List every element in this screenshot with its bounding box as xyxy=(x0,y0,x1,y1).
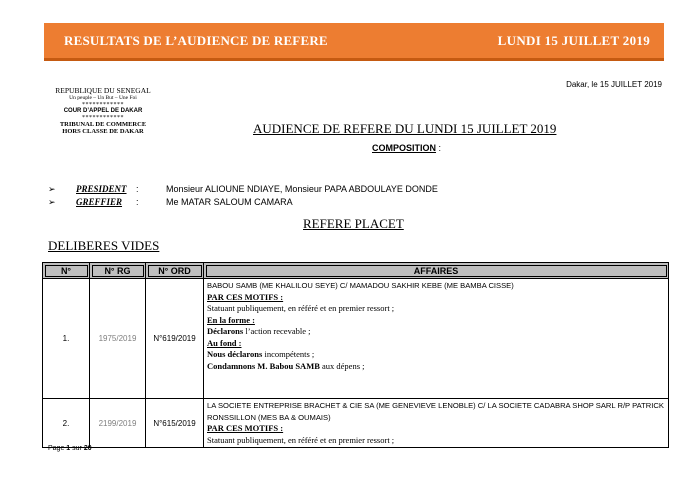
banner-title: RESULTATS DE L’AUDIENCE DE REFERE xyxy=(64,33,328,48)
separator-stars: ************ xyxy=(82,114,124,121)
nous-line xyxy=(207,349,665,361)
row-ord: N°619/2019 xyxy=(146,279,204,399)
forme-heading: En la forme : xyxy=(207,314,255,325)
member-colon: : xyxy=(136,184,139,194)
row-num: 1. xyxy=(43,279,90,399)
case-parties: BABOU SAMB (ME KHALILOU SEYE) C/ MAMADOU SAKHIR KEBE (ME BAMBA CISSE) xyxy=(207,281,514,290)
deliberes-table xyxy=(42,262,669,448)
tribunal-line-2: HORS CLASSE DE DAKAR xyxy=(62,127,144,135)
nous-bold: Nous déclarons xyxy=(207,349,263,359)
subsection-title: DELIBERES VIDES xyxy=(48,238,160,253)
section-title: REFERE PLACET xyxy=(303,216,404,231)
footer-sur: sur xyxy=(70,445,84,452)
arrow-bullet-icon: ➢ xyxy=(48,197,56,207)
banner-date: LUNDI 15 JUILLET 2019 xyxy=(497,33,650,48)
row-num: 2. xyxy=(43,399,90,448)
footer-current-page: 1 xyxy=(66,445,71,452)
header-num: N° xyxy=(43,263,90,279)
page-footer xyxy=(48,445,92,452)
separator-stars: ************ xyxy=(82,101,124,108)
footer-total-pages: 20 xyxy=(83,445,92,452)
declarons-text: l’action recevable ; xyxy=(243,326,311,336)
member-colon: : xyxy=(136,197,139,207)
tribunal-line-1: TRIBUNAL DE COMMERCE xyxy=(59,120,147,128)
header-ord: N° ORD xyxy=(146,263,204,279)
declarons-line xyxy=(207,326,665,338)
row-affaires xyxy=(204,279,669,399)
table-header-row xyxy=(43,263,669,279)
case-parties: LA SOCIETE ENTREPRISE BRACHET & CIE SA (ME GENEVIEVE LENOBLE) C/ LA SOCIETE CADABRA SHOP SARL R/P PATRICK RONSSILLON (MES BA & OUMAIS) xyxy=(207,401,664,422)
condamnons-text: aux dépens ; xyxy=(319,360,365,371)
statuant-text: Statuant publiquement, en référé et en premier ressort ; xyxy=(207,303,395,313)
table-row xyxy=(43,279,669,399)
condamnons-line xyxy=(207,361,665,373)
row-rg: 2199/2019 xyxy=(90,399,146,448)
arrow-bullet-icon: ➢ xyxy=(48,184,56,194)
header-affaires: AFFAIRES xyxy=(204,263,669,279)
national-motto: Un peuple – Un But – Une Foi xyxy=(69,95,137,101)
row-affaires xyxy=(204,399,669,448)
declarons-bold: Déclarons xyxy=(207,326,244,336)
composition-label: COMPOSITION xyxy=(372,143,437,153)
nous-text: incompétents ; xyxy=(262,349,315,359)
cour-appel: COUR D’APPEL DE DAKAR xyxy=(63,107,143,114)
row-rg: 1975/2019 xyxy=(90,279,146,399)
row-ord: N°615/2019 xyxy=(146,399,204,448)
statuant-text: Statuant publiquement, en référé et en premier ressort ; xyxy=(207,434,395,445)
audience-title: AUDIENCE DE REFERE DU LUNDI 15 JUILLET 2019 xyxy=(253,121,557,136)
republic-name: REPUBLIQUE DU SENEGAL xyxy=(55,86,151,95)
member-names: Me MATAR SALOUM CAMARA xyxy=(166,197,293,207)
member-role: GREFFIER xyxy=(76,197,123,207)
footer-page-label: Page xyxy=(48,445,67,452)
header-banner xyxy=(44,23,664,61)
member-role: PRESIDENT xyxy=(76,184,127,194)
motifs-heading: PAR CES MOTIFS : xyxy=(207,291,284,302)
header-rg: N° RG xyxy=(90,263,146,279)
composition-heading xyxy=(372,143,441,153)
condamnons-bold: Condamnons M. Babou SAMB xyxy=(207,360,320,371)
member-names: Monsieur ALIOUNE NDIAYE, Monsieur PAPA ABDOULAYE DONDE xyxy=(166,184,438,194)
dateline: Dakar, le 15 JUILLET 2019 xyxy=(566,80,662,89)
fond-heading: Au fond : xyxy=(207,337,242,348)
composition-suffix: : xyxy=(436,143,442,153)
table-row xyxy=(43,399,669,448)
court-header xyxy=(48,86,158,135)
motifs-heading: PAR CES MOTIFS : xyxy=(207,423,284,433)
